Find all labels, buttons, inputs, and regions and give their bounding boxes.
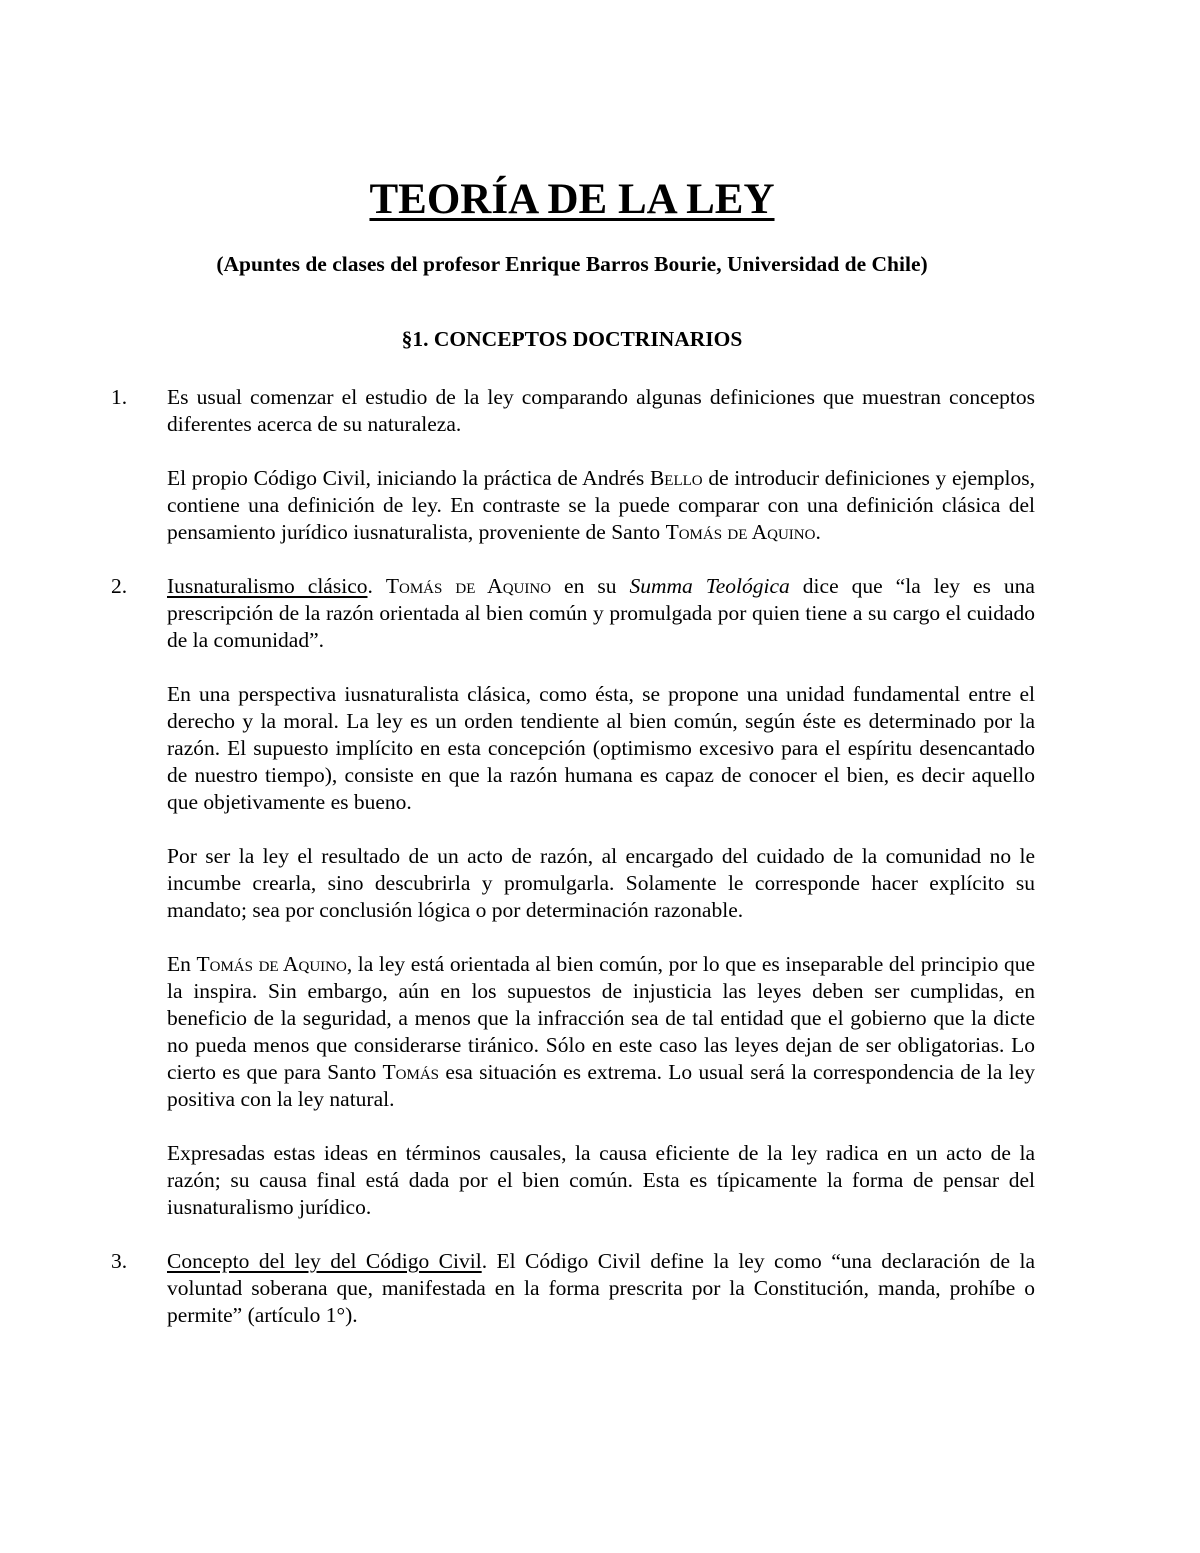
paragraph-text: Es usual comenzar el estudio de la ley comparando algunas definiciones que muestran conceptos diferentes acerca de su naturaleza. <box>167 385 1035 436</box>
document-title <box>0 176 1144 224</box>
work-title: Summa Teológica <box>629 574 790 598</box>
paragraph-text: En una perspectiva iusnaturalista clásica, como ésta, se propone una unidad fundamental entre el derecho y la moral. La ley es un orden tendiente al bien común, según éste es determinado por la razón. El supuesto implícito en esta concepción (optimismo excesivo para el espíritu desencantado de nuestro tiempo), consiste en que la razón humana es capaz de conocer el bien, es decir aquello que objetivamente es bueno. <box>167 682 1035 814</box>
author-name: Tomás <box>382 1060 440 1084</box>
paragraph-text: El propio Código Civil, iniciando la práctica de Andrés <box>167 466 650 490</box>
numbered-item-2 <box>111 573 1035 1221</box>
paragraph-text: . El Código Civil define la ley como “una declaración de la voluntad soberana que, manifestada en la forma prescrita por la Constitución, manda, prohíbe o permite” (artículo 1°). <box>167 1249 1035 1327</box>
paragraph-text: En <box>167 952 197 976</box>
item-heading: Concepto del ley del Código Civil <box>167 1249 482 1273</box>
numbered-item-1 <box>111 384 1035 546</box>
paragraph-text: . <box>815 520 821 544</box>
paragraph <box>167 1140 1035 1221</box>
paragraph-text: en su <box>551 574 630 598</box>
document-body <box>111 384 1035 1356</box>
paragraph <box>167 573 1035 654</box>
paragraph <box>167 681 1035 816</box>
author-name: Tomás de Aquino <box>665 520 816 544</box>
paragraph-text: . <box>367 574 386 598</box>
paragraph <box>167 465 1035 546</box>
paragraph <box>167 384 1035 438</box>
paragraph <box>167 1248 1035 1329</box>
author-name: Tomás de Aquino <box>196 952 347 976</box>
item-number: 1. <box>111 385 128 409</box>
paragraph-text: , la ley está orientada al bien común, por lo que es inseparable del principio que la inspira. Sin embargo, aún en los supuestos de injusticia las leyes deben ser cumplidas, en beneficio de la seguridad, a menos que la infracción sea de tal entidad que el gobierno que la dicte no pueda menos que considerarse tiránico. Sólo en este caso las leyes dejan de ser obligatorias. Lo cierto es que para Santo <box>167 952 1035 1084</box>
author-name: Tomás de Aquino <box>385 574 552 598</box>
paragraph-text: Por ser la ley el resultado de un acto de razón, al encargado del cuidado de la comunidad no le incumbe crearla, sino descubrirla y promulgarla. Solamente le corresponde hacer explícito su mandato; sea por conclusión lógica o por determinación razonable. <box>167 844 1035 922</box>
paragraph-text: de introducir definiciones y ejemplos, contiene una definición de ley. En contraste se la puede comparar con una definición clásica del pensamiento jurídico iusnaturalista, proveniente de Santo <box>167 466 1035 544</box>
document-title-text: TEORÍA DE LA LEY <box>369 176 775 223</box>
item-heading: Iusnaturalismo clásico <box>167 574 368 598</box>
section-heading: §1. CONCEPTOS DOCTRINARIOS <box>401 327 743 351</box>
item-number: 3. <box>111 1249 128 1273</box>
numbered-item-3 <box>111 1248 1035 1329</box>
item-number: 2. <box>111 574 128 598</box>
paragraph <box>167 843 1035 924</box>
document-subtitle: (Apuntes de clases del profesor Enrique Barros Bourie, Universidad de Chile) <box>216 252 928 276</box>
paragraph-text: Expresadas estas ideas en términos causales, la causa eficiente de la ley radica en un acto de la razón; su causa final está dada por el bien común. Esta es típicamente la forma de pensar del iusnaturalismo jurídico. <box>167 1141 1035 1219</box>
paragraph-text: esa situación es extrema. Lo usual será la correspondencia de la ley positiva con la ley natural. <box>167 1060 1035 1111</box>
paragraph-text: dice que “la ley es una prescripción de la razón orientada al bien común y promulgada por quien tiene a su cargo el cuidado de la comunidad”. <box>167 574 1035 652</box>
author-name: Bello <box>649 466 703 490</box>
paragraph <box>167 951 1035 1113</box>
